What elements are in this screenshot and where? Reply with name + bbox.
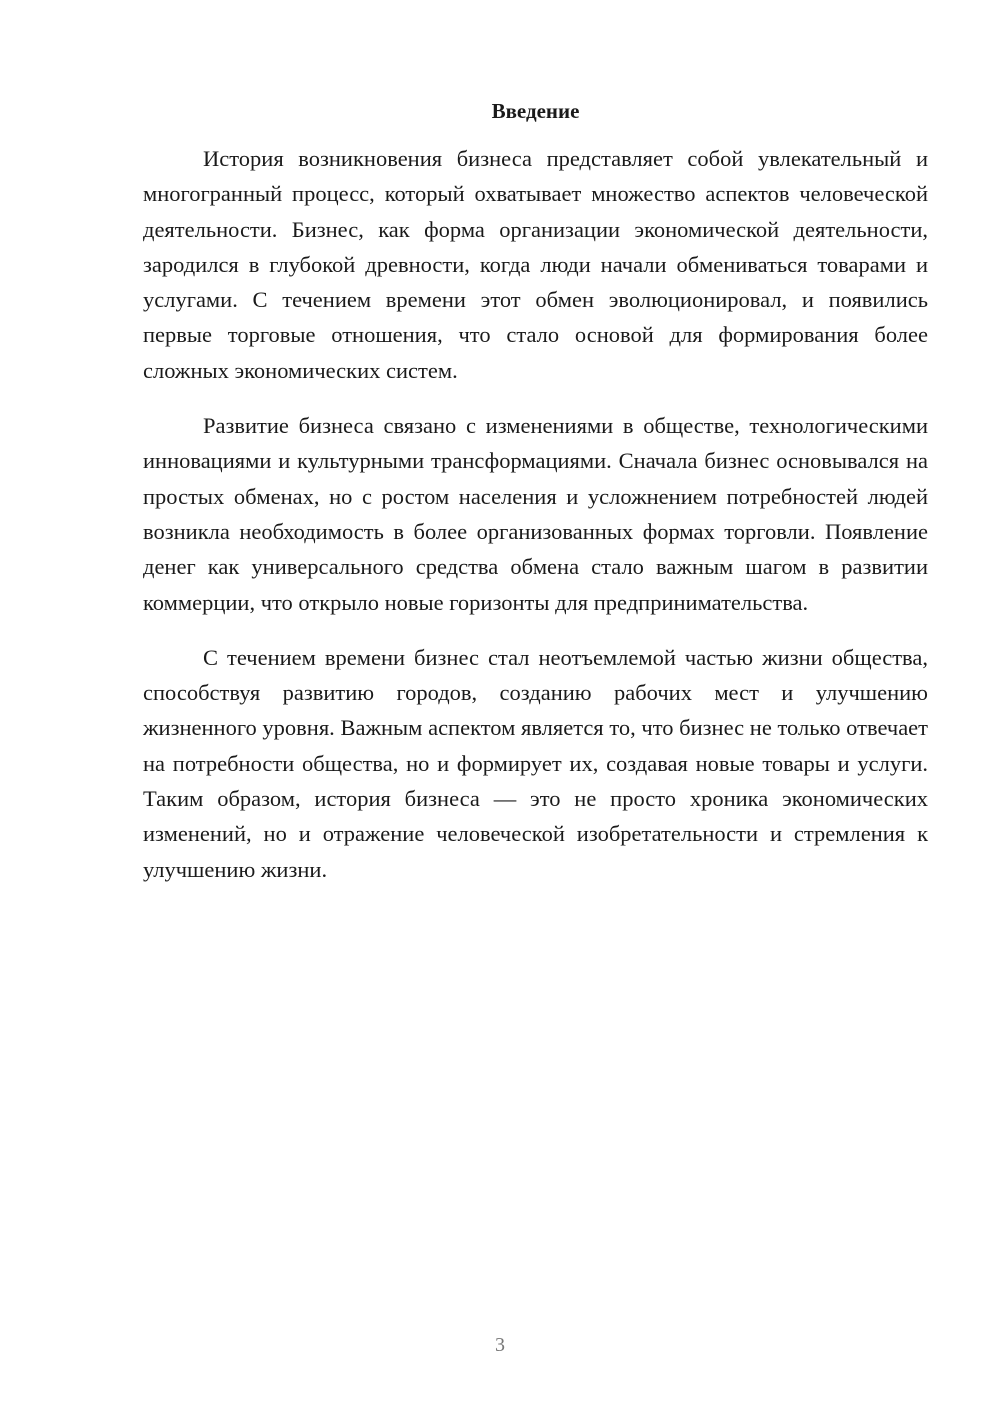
paragraph-3: С течением времени бизнес стал неотъемлемой частью жизни общества, способствуя развитию городов, созданию рабочих мест и улучшению жизненного уровня. Важным аспектом является то, что бизнес не только отвечает на потребности общества, но и формирует их, создавая новые товары и услуги. Таким образом, история бизнеса — это не просто хроника экономических изменений, но и отражение человеческой изобретательности и стремления к улучшению жизни. xyxy=(143,644,928,882)
section-heading: Введение xyxy=(491,99,580,123)
page-content xyxy=(143,94,928,887)
paragraph-2: Развитие бизнеса связано с изменениями в обществе, технологическими инновациями и культурными трансформациями. Сначала бизнес основывался на простых обменах, но с ростом населения и усложнением потребностей людей возникла необходимость в более организованных формах торговли. Появление денег как универсального средства обмена стало важным шагом в развитии коммерции, что открыло новые горизонты для предпринимательства. xyxy=(143,413,928,615)
paragraph-1: История возникновения бизнеса представляет собой увлекательный и многогранный процесс, который охватывает множество аспектов человеческой деятельности. Бизнес, как форма организации экономической деятельности, зародился в глубокой древности, когда люди начали обмениваться товарами и услугами. С течением времени этот обмен эволюционировал, и появились первые торговые отношения, что стало основой для формирования более сложных экономических систем. xyxy=(143,146,928,383)
page-number: 3 xyxy=(495,1334,505,1356)
